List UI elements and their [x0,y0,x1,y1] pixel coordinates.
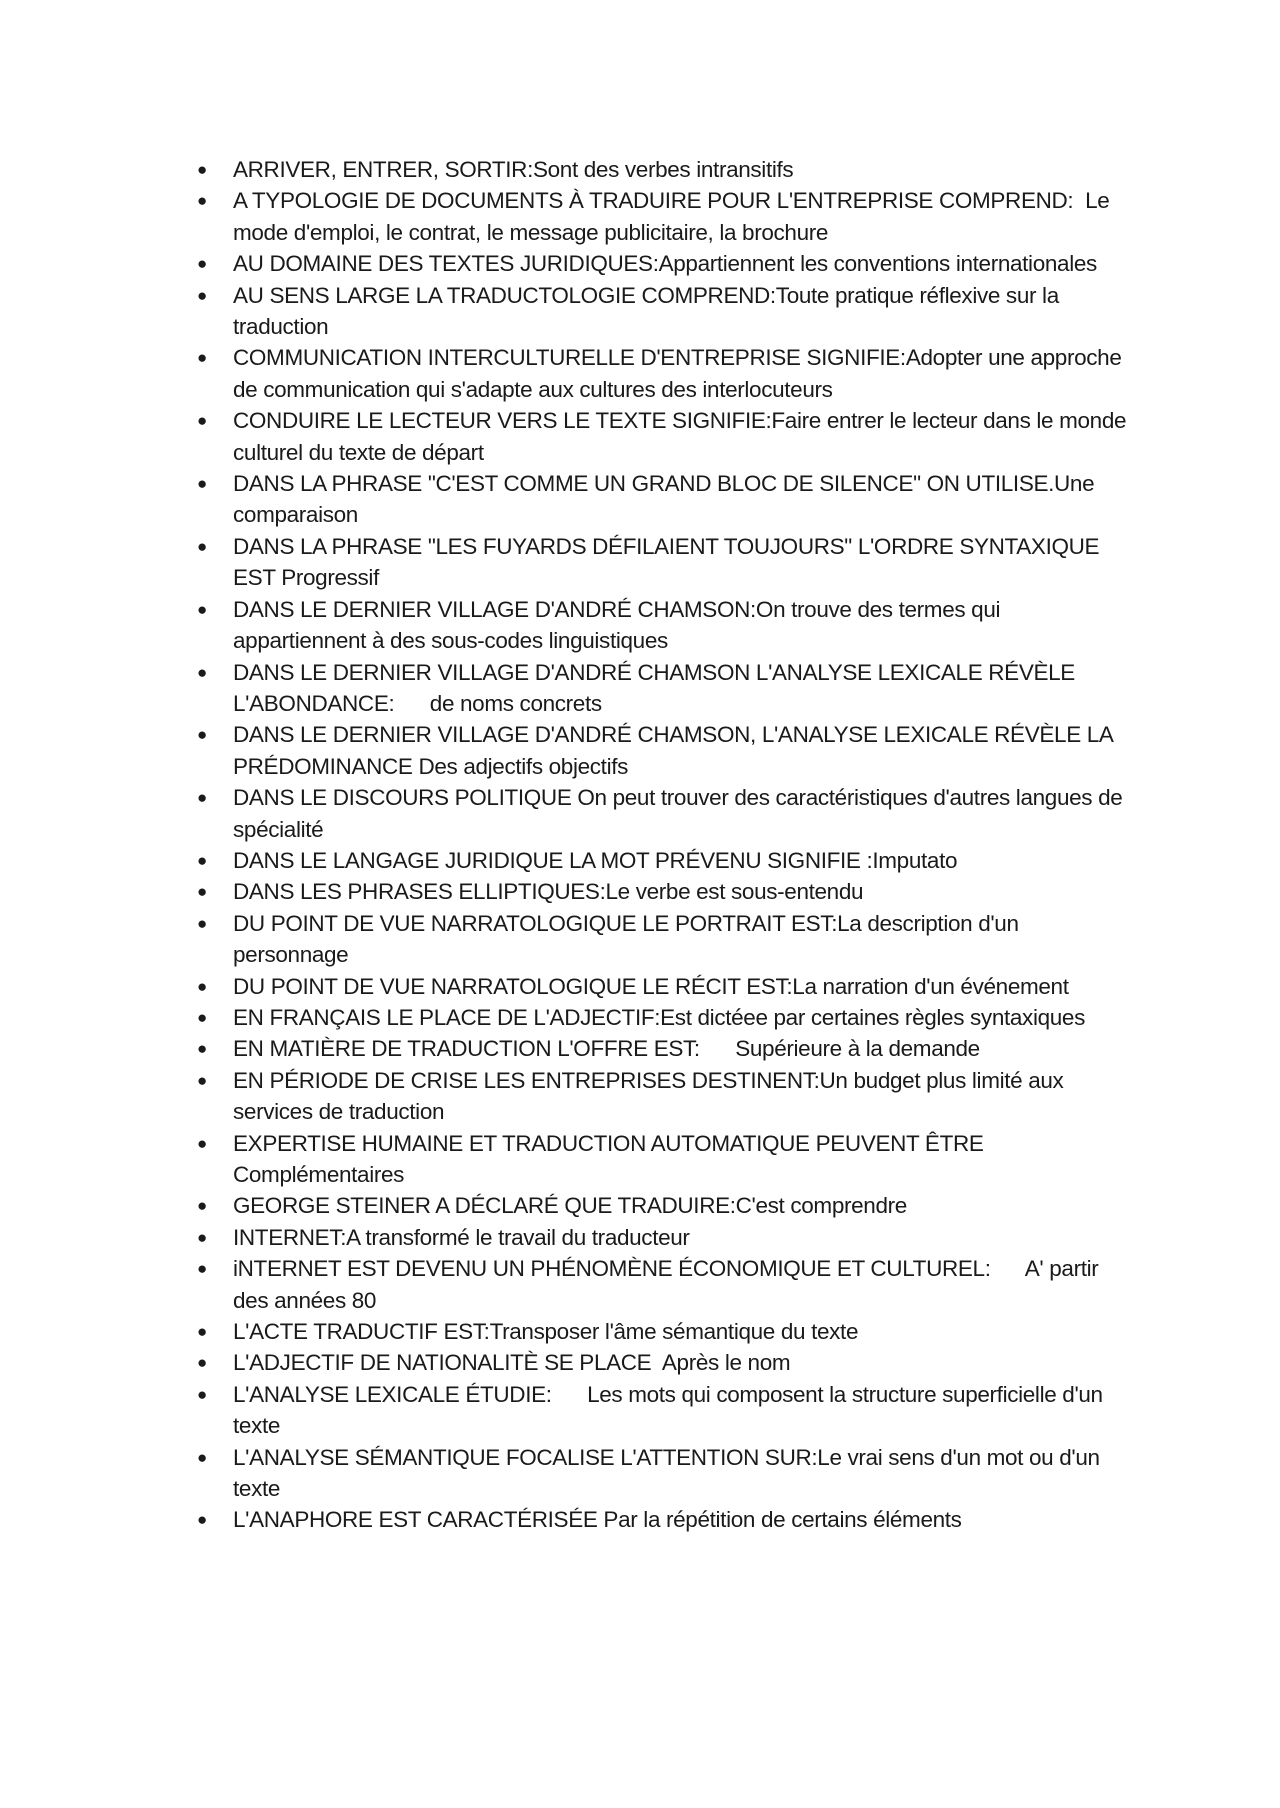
list-item-text: EN FRANÇAIS LE PLACE DE L'ADJECTIF:Est dictéee par certaines règles syntaxiques [233,1004,1085,1030]
bullet-icon: ● [197,976,207,996]
bullet-icon: ● [197,913,207,933]
list-item-text: COMMUNICATION INTERCULTURELLE D'ENTREPRISE SIGNIFIE:Adopter une approche de communication qui s'adapte aux cultures des interlocuteurs [233,345,1128,402]
list-item [196,1253,1136,1316]
bullet-icon: ● [197,285,207,305]
bullet-icon: ● [197,1322,207,1342]
list-item-text: DANS LE DERNIER VILLAGE D'ANDRÉ CHAMSON:On trouve des termes qui appartiennent à des sous-codes linguistiques [233,596,1007,654]
bullet-icon: ● [197,348,207,368]
bullet-icon: ● [197,1039,207,1059]
list-item-text: L'ANAPHORE EST CARACTÉRISÉE Par la répétition de certains éléments [233,1507,962,1533]
bullet-icon: ● [197,850,207,870]
list-item [196,594,1136,657]
list-item [196,971,1136,1002]
list-item-text: INTERNET:A transformé le travail du traducteur [233,1224,690,1250]
list-item [196,719,1136,782]
bullet-icon: ● [197,536,207,556]
bullet-icon: ● [197,725,207,745]
list-item [196,1033,1136,1064]
list-item-text: EXPERTISE HUMAINE ET TRADUCTION AUTOMATIQUE PEUVENT ÊTRE Complémentaires [233,1130,990,1187]
list-item [196,845,1136,876]
list-item [196,154,1136,185]
list-item-text: CONDUIRE LE LECTEUR VERS LE TEXTE SIGNIFIE:Faire entrer le lecteur dans le monde culturel du texte de départ [233,408,1133,465]
list-item [196,876,1136,907]
list-item-text: L'ANALYSE LEXICALE ÉTUDIE: Les mots qui composent la structure superficielle d'un texte [233,1381,1109,1439]
list-item [196,280,1136,343]
list-item [196,1222,1136,1253]
bullet-icon: ● [197,1510,207,1530]
list-item [196,1002,1136,1033]
list-item-text: DANS LE DERNIER VILLAGE D'ANDRÉ CHAMSON, L'ANALYSE LEXICALE RÉVÈLE LA PRÉDOMINANCE Des adjectifs objectifs [233,722,1119,779]
list-item [196,782,1136,845]
list-item [196,185,1136,248]
list-item [196,248,1136,279]
bullet-icon: ● [197,1227,207,1247]
list-item-text: ARRIVER, ENTRER, SORTIR:Sont des verbes intransitifs [233,157,794,182]
bullet-icon: ● [197,599,207,619]
list-item-text: AU DOMAINE DES TEXTES JURIDIQUES:Appartiennent les conventions internationales [233,251,1097,277]
list-item-text: A TYPOLOGIE DE DOCUMENTS À TRADUIRE POUR L'ENTREPRISE COMPREND: Le mode d'emploi, le contrat, le message publicitaire, la brochure [233,188,1116,245]
bullet-icon: ● [197,1447,207,1467]
bullet-icon: ● [197,1259,207,1279]
list-item [196,1442,1136,1505]
bullet-icon: ● [197,474,207,494]
bullet-icon: ● [197,788,207,808]
bullet-icon: ● [197,1133,207,1153]
list-item [196,1190,1136,1221]
list-item [196,908,1136,971]
list-item [196,657,1136,720]
list-item [196,1128,1136,1191]
list-item-text: DU POINT DE VUE NARRATOLOGIQUE LE PORTRAIT EST:La description d'un personnage [233,910,1025,968]
list-item [196,1504,1136,1535]
bullet-icon: ● [197,1007,207,1027]
list-item-text: GEORGE STEINER A DÉCLARÉ QUE TRADUIRE:C'est comprendre [233,1193,907,1219]
list-item-text: iNTERNET EST DEVENU UN PHÉNOMÈNE ÉCONOMIQUE ET CULTUREL: A' partir des années 80 [233,1256,1105,1313]
bullet-icon: ● [197,1353,207,1373]
list-item-text: EN MATIÈRE DE TRADUCTION L'OFFRE EST: Supérieure à la demande [233,1036,980,1062]
bullet-icon: ● [197,1384,207,1404]
bullet-icon: ● [197,254,207,274]
list-item-text: DANS LES PHRASES ELLIPTIQUES:Le verbe est sous-entendu [233,879,864,905]
list-item-text: L'ACTE TRADUCTIF EST:Transposer l'âme sémantique du texte [233,1319,859,1345]
list-item-text: DANS LE DISCOURS POLITIQUE On peut trouver des caractéristiques d'autres langues de spécialité [233,785,1129,842]
bullet-icon: ● [197,160,207,179]
list-item-text: DANS LE DERNIER VILLAGE D'ANDRÉ CHAMSON L'ANALYSE LEXICALE RÉVÈLE L'ABONDANCE: de noms concrets [233,659,1081,716]
list-item-text: DANS LE LANGAGE JURIDIQUE LA MOT PRÉVENU SIGNIFIE :Imputato [233,847,958,873]
list-item [196,1316,1136,1347]
bullet-icon: ● [197,662,207,682]
bullet-icon: ● [197,1196,207,1216]
list-item-text: L'ADJECTIF DE NATIONALITÈ SE PLACE Après le nom [233,1350,791,1376]
list-item-text: EN PÉRIODE DE CRISE LES ENTREPRISES DESTINENT:Un budget plus limité aux services de traduction [233,1067,1070,1125]
list-item [196,468,1136,531]
list-item-text: DANS LA PHRASE "LES FUYARDS DÉFILAIENT TOUJOURS" L'ORDRE SYNTAXIQUE EST Progressif [233,533,1106,591]
list-item [196,531,1136,594]
list-item-text: AU SENS LARGE LA TRADUCTOLOGIE COMPREND:Toute pratique réflexive sur la traduction [233,282,1065,340]
list-item [196,1379,1136,1442]
list-item-text: DANS LA PHRASE "C'EST COMME UN GRAND BLOC DE SILENCE" ON UTILISE.Une comparaison [233,471,1101,528]
list-item-text: L'ANALYSE SÉMANTIQUE FOCALISE L'ATTENTION SUR:Le vrai sens d'un mot ou d'un texte [233,1444,1106,1502]
list-item-text: DU POINT DE VUE NARRATOLOGIQUE LE RÉCIT EST:La narration d'un événement [233,973,1069,999]
bullet-icon: ● [197,882,207,902]
list-item [196,405,1136,468]
bullet-icon: ● [197,191,207,211]
list-item [196,1347,1136,1378]
bullet-icon: ● [197,411,207,431]
bullet-icon: ● [197,1070,207,1090]
list-item [196,342,1136,405]
bullet-list [196,154,1136,1536]
list-item [196,1065,1136,1128]
